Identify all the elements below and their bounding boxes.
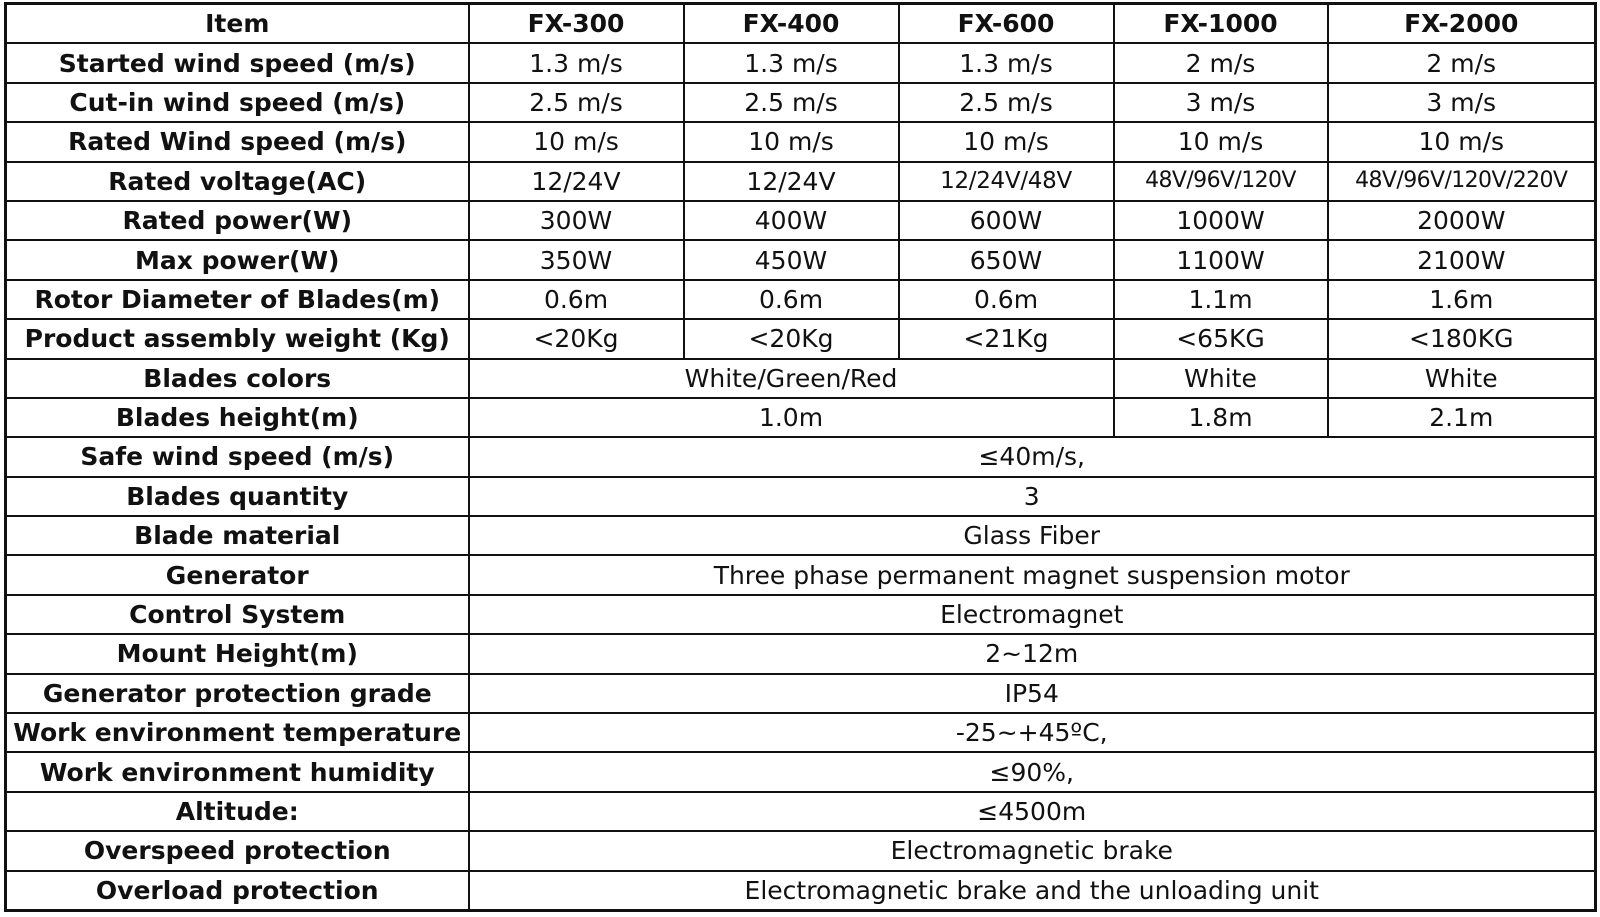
row-label: Mount Height(m) xyxy=(6,634,469,673)
table-row xyxy=(6,437,1596,476)
table-row xyxy=(6,122,1596,161)
table-row xyxy=(6,477,1596,516)
table-row xyxy=(6,555,1596,594)
cell-value: White xyxy=(1328,359,1596,398)
table-row xyxy=(6,201,1596,240)
header-model-fx-400: FX-400 xyxy=(684,4,899,44)
cell-value: 2 m/s xyxy=(1114,43,1328,82)
cell-value: 2~12m xyxy=(469,634,1596,673)
row-label: Rotor Diameter of Blades(m) xyxy=(6,280,469,319)
table-row xyxy=(6,674,1596,713)
header-model-fx-600: FX-600 xyxy=(899,4,1114,44)
cell-value: ≤4500m xyxy=(469,792,1596,831)
row-label: Work environment temperature xyxy=(6,713,469,752)
table-row xyxy=(6,516,1596,555)
cell-value: 3 m/s xyxy=(1328,83,1596,122)
cell-value: IP54 xyxy=(469,674,1596,713)
row-label: Rated Wind speed (m/s) xyxy=(6,122,469,161)
cell-value: 2.1m xyxy=(1328,398,1596,437)
cell-value: 3 m/s xyxy=(1114,83,1328,122)
cell-value: ≤90%, xyxy=(469,752,1596,791)
table-row xyxy=(6,359,1596,398)
cell-value: ≤40m/s, xyxy=(469,437,1596,476)
cell-value: 600W xyxy=(899,201,1114,240)
cell-value: 12/24V xyxy=(469,162,684,201)
cell-value: <180KG xyxy=(1328,319,1596,358)
cell-value: 450W xyxy=(684,240,899,279)
header-item: Item xyxy=(6,4,469,44)
cell-value: 48V/96V/120V xyxy=(1114,162,1328,201)
table-row xyxy=(6,83,1596,122)
cell-value: White xyxy=(1114,359,1328,398)
table-row xyxy=(6,713,1596,752)
cell-value: -25~+45ºC, xyxy=(469,713,1596,752)
cell-value: 10 m/s xyxy=(899,122,1114,161)
cell-value: 1000W xyxy=(1114,201,1328,240)
cell-value: <20Kg xyxy=(684,319,899,358)
row-label: Rated voltage(AC) xyxy=(6,162,469,201)
row-label: Blades colors xyxy=(6,359,469,398)
cell-value: 1.8m xyxy=(1114,398,1328,437)
table-row xyxy=(6,240,1596,279)
row-label: Altitude: xyxy=(6,792,469,831)
cell-value: 1.1m xyxy=(1114,280,1328,319)
table-row xyxy=(6,43,1596,82)
cell-value: 300W xyxy=(469,201,684,240)
cell-value: <21Kg xyxy=(899,319,1114,358)
table-row xyxy=(6,792,1596,831)
cell-value: Glass Fiber xyxy=(469,516,1596,555)
row-label: Generator protection grade xyxy=(6,674,469,713)
cell-value: 2 m/s xyxy=(1328,43,1596,82)
cell-value: Three phase permanent magnet suspension motor xyxy=(469,555,1596,594)
cell-value: <20Kg xyxy=(469,319,684,358)
table-row xyxy=(6,595,1596,634)
cell-value: 1.3 m/s xyxy=(684,43,899,82)
cell-value: 0.6m xyxy=(684,280,899,319)
table-row xyxy=(6,831,1596,870)
cell-value: 2.5 m/s xyxy=(469,83,684,122)
cell-value: 12/24V xyxy=(684,162,899,201)
cell-value: 1.0m xyxy=(469,398,1114,437)
cell-value: Electromagnetic brake and the unloading unit xyxy=(469,871,1596,911)
cell-value: <65KG xyxy=(1114,319,1328,358)
row-label: Control System xyxy=(6,595,469,634)
header-row xyxy=(6,4,1596,44)
cell-value: 350W xyxy=(469,240,684,279)
cell-value: 3 xyxy=(469,477,1596,516)
table-row xyxy=(6,752,1596,791)
table-row xyxy=(6,398,1596,437)
cell-value: 1.3 m/s xyxy=(469,43,684,82)
header-model-fx-2000: FX-2000 xyxy=(1328,4,1596,44)
row-label: Blade material xyxy=(6,516,469,555)
row-label: Overload protection xyxy=(6,871,469,911)
row-label: Generator xyxy=(6,555,469,594)
row-label: Blades height(m) xyxy=(6,398,469,437)
cell-value: 2.5 m/s xyxy=(684,83,899,122)
table-row xyxy=(6,162,1596,201)
row-label: Max power(W) xyxy=(6,240,469,279)
cell-value: 12/24V/48V xyxy=(899,162,1114,201)
cell-value: Electromagnetic brake xyxy=(469,831,1596,870)
cell-value: 10 m/s xyxy=(1114,122,1328,161)
row-label: Work environment humidity xyxy=(6,752,469,791)
cell-value: 10 m/s xyxy=(469,122,684,161)
cell-value: 400W xyxy=(684,201,899,240)
row-label: Safe wind speed (m/s) xyxy=(6,437,469,476)
row-label: Blades quantity xyxy=(6,477,469,516)
row-label: Cut-in wind speed (m/s) xyxy=(6,83,469,122)
table-row xyxy=(6,280,1596,319)
header-model-fx-1000: FX-1000 xyxy=(1114,4,1328,44)
header-model-fx-300: FX-300 xyxy=(469,4,684,44)
cell-value: 0.6m xyxy=(899,280,1114,319)
cell-value: 2.5 m/s xyxy=(899,83,1114,122)
cell-value: 1100W xyxy=(1114,240,1328,279)
cell-value: 10 m/s xyxy=(684,122,899,161)
row-label: Product assembly weight (Kg) xyxy=(6,319,469,358)
cell-value: 10 m/s xyxy=(1328,122,1596,161)
table-row xyxy=(6,634,1596,673)
cell-value: 1.3 m/s xyxy=(899,43,1114,82)
table-row xyxy=(6,319,1596,358)
cell-value: 48V/96V/120V/220V xyxy=(1328,162,1596,201)
cell-value: 1.6m xyxy=(1328,280,1596,319)
cell-value: 2000W xyxy=(1328,201,1596,240)
row-label: Rated power(W) xyxy=(6,201,469,240)
cell-value: 0.6m xyxy=(469,280,684,319)
cell-value: White/Green/Red xyxy=(469,359,1114,398)
cell-value: 2100W xyxy=(1328,240,1596,279)
cell-value: 650W xyxy=(899,240,1114,279)
row-label: Overspeed protection xyxy=(6,831,469,870)
cell-value: Electromagnet xyxy=(469,595,1596,634)
table-row xyxy=(6,871,1596,911)
row-label: Started wind speed (m/s) xyxy=(6,43,469,82)
spec-table xyxy=(4,2,1597,912)
